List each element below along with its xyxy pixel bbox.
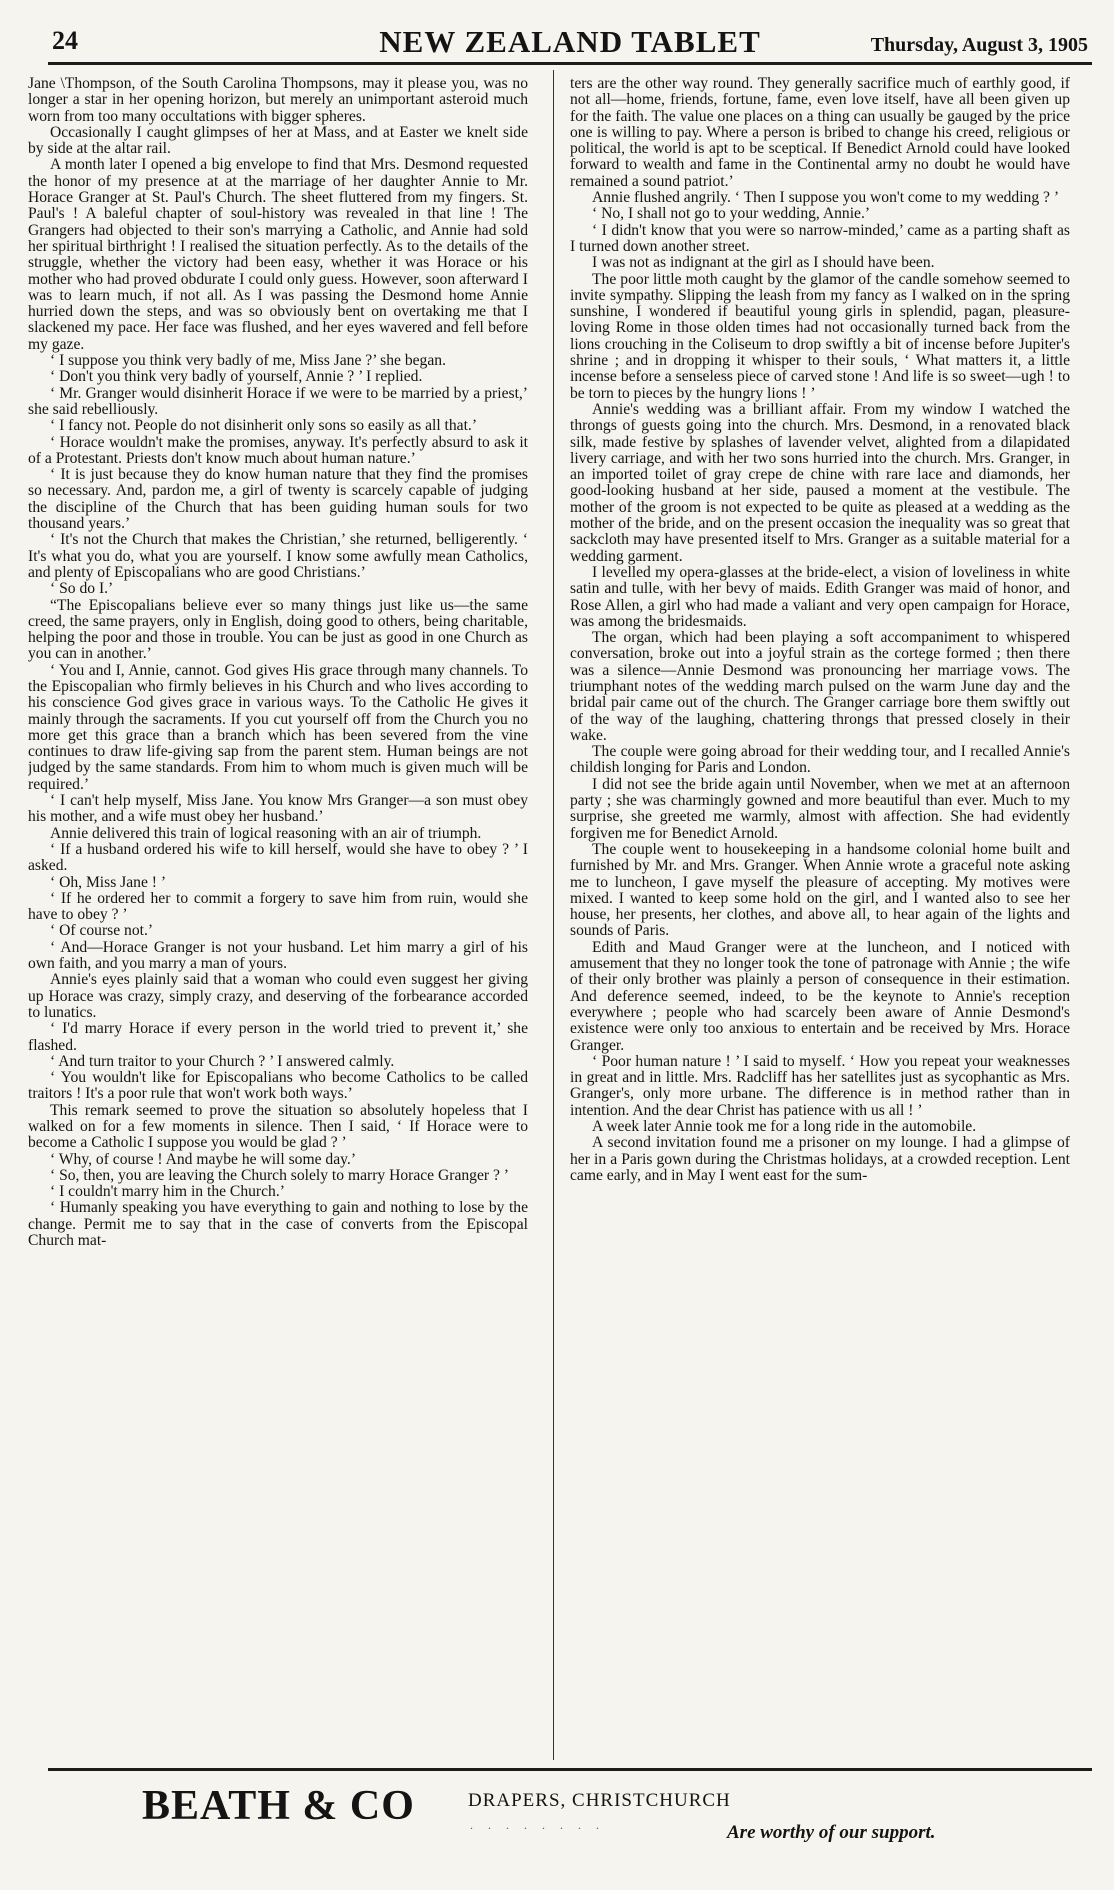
page-header (48, 22, 1092, 65)
article-paragraph: ‘ Of course not.’ (50, 922, 154, 940)
article-paragraph: ‘ I fancy not. People do not disinherit only sons so easily as all that.’ (50, 417, 478, 435)
article-paragraph: ‘ And—Horace Granger is not your husband. Let him marry a girl of his own faith, and you marry a man of yours. (28, 938, 528, 973)
article-paragraph: ters are the other way round. They generally sacrifice much of earthly good, if not all—home, friends, fortune, fame, even love itself, have all been given up for the faith. The value one places on a thing can usually be gauged by the price one is willing to pay. Where a person is bribed to change his creed, religious or political, the world is apt to be sceptical. If Benedict Arnold could have looked forward to wealth and fame in the Continental army no doubt he would have remained a sound patriot.’ (570, 76, 1070, 190)
article-paragraph: The couple were going abroad for their wedding tour, and I recalled Annie's childish longing for Paris and London. (570, 743, 1070, 777)
publication-title: NEW ZEALAND TABLET (379, 24, 761, 59)
article-paragraph: ‘ Mr. Granger would disinherit Horace if we were to be married by a priest,’ she said rebelliously. (28, 384, 528, 418)
article-paragraph: Edith and Maud Granger were at the luncheon, and I noticed with amusement that they no longer took the tone of patronage with Annie ; the wife of their only brother was plainly a person of consequence in their estimation. And deference seemed, indeed, to be the keynote to Annie's reception everywhere ; people who had scarcely been aware of Annie Desmond's existence were only too anxious to entertain and be received by Mrs. Horace Granger. (570, 938, 1070, 1054)
advertiser-name: BEATH & CO (142, 1783, 415, 1829)
article-paragraph: A month later I opened a big envelope to find that Mrs. Desmond requested the honor of my presence at at the marriage of her daughter Annie to Mr. Horace Granger at St. Paul's Church. The sheet fluttered from my fingers. St. Paul's ! A baleful chapter of soul-history was revealed in that line ! The Grangers had objected to their son's marrying a Catholic, and Annie had sold her spiritual birthright ! I realised the situation perfectly. As to the details of the struggle, whether the victory had been easy, whether it was Horace or his mother who had proved obdurate I could only guess. However, soon afterward I was to learn much, if not all. As I was passing the Desmond home Annie hurried down the steps, and was so obviously bent on overtaking me that I slackened my pace. Her face was flushed, and her eyes wavered and fell before my gaze. (28, 156, 528, 353)
article-paragraph: The couple went to housekeeping in a handsome colonial home built and furnished by Mr. and Mrs. Granger. When Annie wrote a graceful note asking me to luncheon, I gave myself the pleasure of accepting. My motives were mixed. I wanted to keep some hold on the girl, and I wanted also to see her house, her presents, her clothes, and above all, to hear again of the lights and sounds of Paris. (570, 840, 1070, 940)
article-paragraph: ‘ Poor human nature ! ’ I said to myself. ‘ How you repeat your weaknesses in great and in little. Mrs. Radcliff has her satellites just as sycophantic as Mrs. Granger's, only more urbane. The difference is in method rather than in intention. And the dear Christ has patience with us all ! ’ (570, 1052, 1070, 1119)
article-paragraph: ‘ I didn't know that you were so narrow-minded,’ came as a parting shaft as I turned down another street. (570, 221, 1070, 255)
left-column (28, 76, 528, 1761)
issue-date: Thursday, August 3, 1905 (870, 34, 1088, 56)
article-paragraph: Annie delivered this train of logical reasoning with an air of triumph. (50, 824, 482, 842)
article-paragraph: Annie flushed angrily. ‘ Then I suppose you won't come to my wedding ? ’ (592, 189, 1060, 207)
page-number: 24 (52, 26, 78, 55)
article-paragraph: “The Episcopalians believe ever so many things just like us—the same creed, the same prayers, only in English, doing good to others, being charitable, helping the poor and those in trouble. You can be just as good in one Church as you can in another.’ (28, 596, 528, 663)
article-paragraph: ‘ You wouldn't like for Episcopalians who become Catholics to be called traitors ! It's a poor rule that won't work both ways.’ (28, 1069, 528, 1103)
article-paragraph: ‘ It's not the Church that makes the Christian,’ she returned, belligerently. ‘ It's what you do, what you are yourself. I know some awfully mean Catholics, and plenty of Episcopalians who are good Christians.’ (28, 531, 528, 581)
leader-dots: . . . . . . . . (470, 1818, 605, 1832)
article-paragraph: ‘ I suppose you think very badly of me, Miss Jane ?’ she began. (50, 352, 446, 370)
article-paragraph: ‘ No, I shall not go to your wedding, Annie.’ (592, 205, 871, 223)
article-paragraph: A week later Annie took me for a long ride in the automobile. (592, 1118, 977, 1135)
right-column (570, 76, 1070, 1761)
article-paragraph: I did not see the bride again until November, when we met at an afternoon party ; she was charmingly gowned and more beautiful than ever. Much to my surprise, she greeted me warmly, almost with affection. She had evidently forgiven me for Benedict Arnold. (570, 775, 1070, 842)
article-paragraph: I levelled my opera-glasses at the bride-elect, a vision of loveliness in white satin and tulle, with her bevy of maids. Edith Granger was maid of honor, and Rose Allen, a girl who had made a valiant and very open campaign for Horace, was among the bridesmaids. (570, 563, 1070, 630)
article-paragraph: Annie's eyes plainly said that a woman who could even suggest her giving up Horace was crazy, simply crazy, and deserving of the forbearance accorded to lunatics. (28, 971, 528, 1021)
article-paragraph: ‘ Why, of course ! And maybe he will some day.’ (50, 1150, 357, 1168)
article-paragraph: ‘ If he ordered her to commit a forgery to save him from ruin, would she have to obey ? ’ (28, 889, 528, 924)
article-paragraph: Occasionally I caught glimpses of her at Mass, and at Easter we knelt side by side at the altar rail. (28, 123, 528, 158)
article-paragraph: ‘ So do I.’ (50, 580, 114, 598)
article-paragraph: The poor little moth caught by the glamor of the candle somehow seemed to invite sympathy. Slipping the leash from my fancy as I walked on in the spring sunshine, I wondered if beautiful young girls in splendid, pagan, pleasure-loving Rome in those olden times had not occasionally turned back from the lions crouching in the Coliseum to drop swiftly a bit of incense before Jupiter's shrine ; and in dropping it whisper to their souls, ‘ What matters it, a little incense before a senseless piece of carved stone ! And life is so sweet—ugh ! to be torn to pieces by the hungry lions ! ’ (570, 270, 1070, 402)
article-paragraph: ‘ I couldn't marry him in the Church.’ (50, 1183, 285, 1201)
article-paragraph: Jane \Thompson, of the South Carolina Thompsons, may it please you, was no longer a star in her opening horizon, but merely an unimportant asteroid much worn from too many occultations with bigger spheres. (28, 76, 528, 125)
article-paragraph: ‘ And turn traitor to your Church ? ’ I answered calmly. (50, 1052, 395, 1070)
article-paragraph: ‘ So, then, you are leaving the Church solely to marry Horace Granger ? ’ (50, 1166, 509, 1184)
article-paragraph: Annie's wedding was a brilliant affair. From my window I watched the throngs of guests going into the church. Mrs. Desmond, in a renovated black silk, made festive by splashes of lavender velvet, alighted from a dilapidated livery carriage, and with her two sons hurried into the church. Mrs. Granger, in an imported toilet of gray crepe de chine with rare lace and diamonds, her good-looking husband at her side, paused a moment at the vestibule. The mother of the groom is not expected to be quite as pleased at a wedding as the mother of the bride, and on the present occasion the inequality was so great that sackcloth may have presented itself to Mrs. Granger as a suitable material for a wedding garment. (570, 400, 1070, 565)
article-paragraph: I was not as indignant at the girl as I should have been. (592, 254, 935, 272)
article-paragraph: ‘ If a husband ordered his wife to kill herself, would she have to obey ? ’ I asked. (28, 840, 528, 875)
advertiser-tagline: Are worthy of our support. (727, 1822, 936, 1843)
article-paragraph: The organ, which had been playing a soft accompaniment to whispered conversation, broke out into a joyful strain as the cortege formed ; then there was a silence—Annie Desmond was pronouncing her marriage vows. The triumphant notes of the wedding march pulsed on the warm June day and the bridal pair came out of the church. The Granger carriage bore them swiftly out of the way of the laughing, chattering throngs that pressed closely in their wake. (570, 629, 1070, 744)
article-paragraph: ‘ Humanly speaking you have everything to gain and nothing to lose by the change. Permit me to say that in the case of converts from the Episcopal Church mat- (28, 1199, 528, 1250)
column-divider (553, 70, 554, 1760)
article-paragraph: ‘ I'd marry Horace if every person in the world tried to prevent it,’ she flashed. (28, 1020, 528, 1054)
article-paragraph: ‘ Oh, Miss Jane ! ’ (50, 873, 167, 891)
advertiser-trade: DRAPERS, CHRISTCHURCH (468, 1790, 731, 1811)
article-paragraph: ‘ It is just because they do know human nature that they find the promises so necessary. And, pardon me, a girl of twenty is scarcely capable of judging the discipline of the Church that has been guiding human souls for two thousand years.’ (28, 466, 528, 533)
article-paragraph: ‘ You and I, Annie, cannot. God gives His grace through many channels. To the Episcopalian who firmly believes in his Church and who lives according to his conscience God gives grace in various ways. To the Catholic He gives it mainly through the sacraments. If you cut yourself off from the Church you no more get this grace than a branch which has been severed from the vine continues to draw life-giving sap from the parent stem. Human beings are not judged by the same standards. From him to whom much is given much will be required.’ (28, 661, 528, 793)
footer-divider (48, 1768, 1092, 1771)
article-paragraph: ‘ I can't help myself, Miss Jane. You know Mrs Granger—a son must obey his mother, and a wife must obey her husband.’ (28, 792, 528, 826)
article-paragraph: A second invitation found me a prisoner on my lounge. I had a glimpse of her in a Paris gown during the Christmas holidays, at a crowded reception. Lent came early, and in May I went east for the sum- (570, 1134, 1070, 1184)
article-paragraph: This remark seemed to prove the situation so absolutely hopeless that I walked on for a few moments in silence. Then I said, ‘ If Horace were to become a Catholic I suppose you would be glad ? ’ (28, 1101, 528, 1152)
article-paragraph: ‘ Horace wouldn't make the promises, anyway. It's perfectly absurd to ask it of a Protestant. Priests don't know much about human nature.’ (28, 433, 528, 467)
article-paragraph: ‘ Don't you think very badly of yourself, Annie ? ’ I replied. (50, 368, 423, 386)
